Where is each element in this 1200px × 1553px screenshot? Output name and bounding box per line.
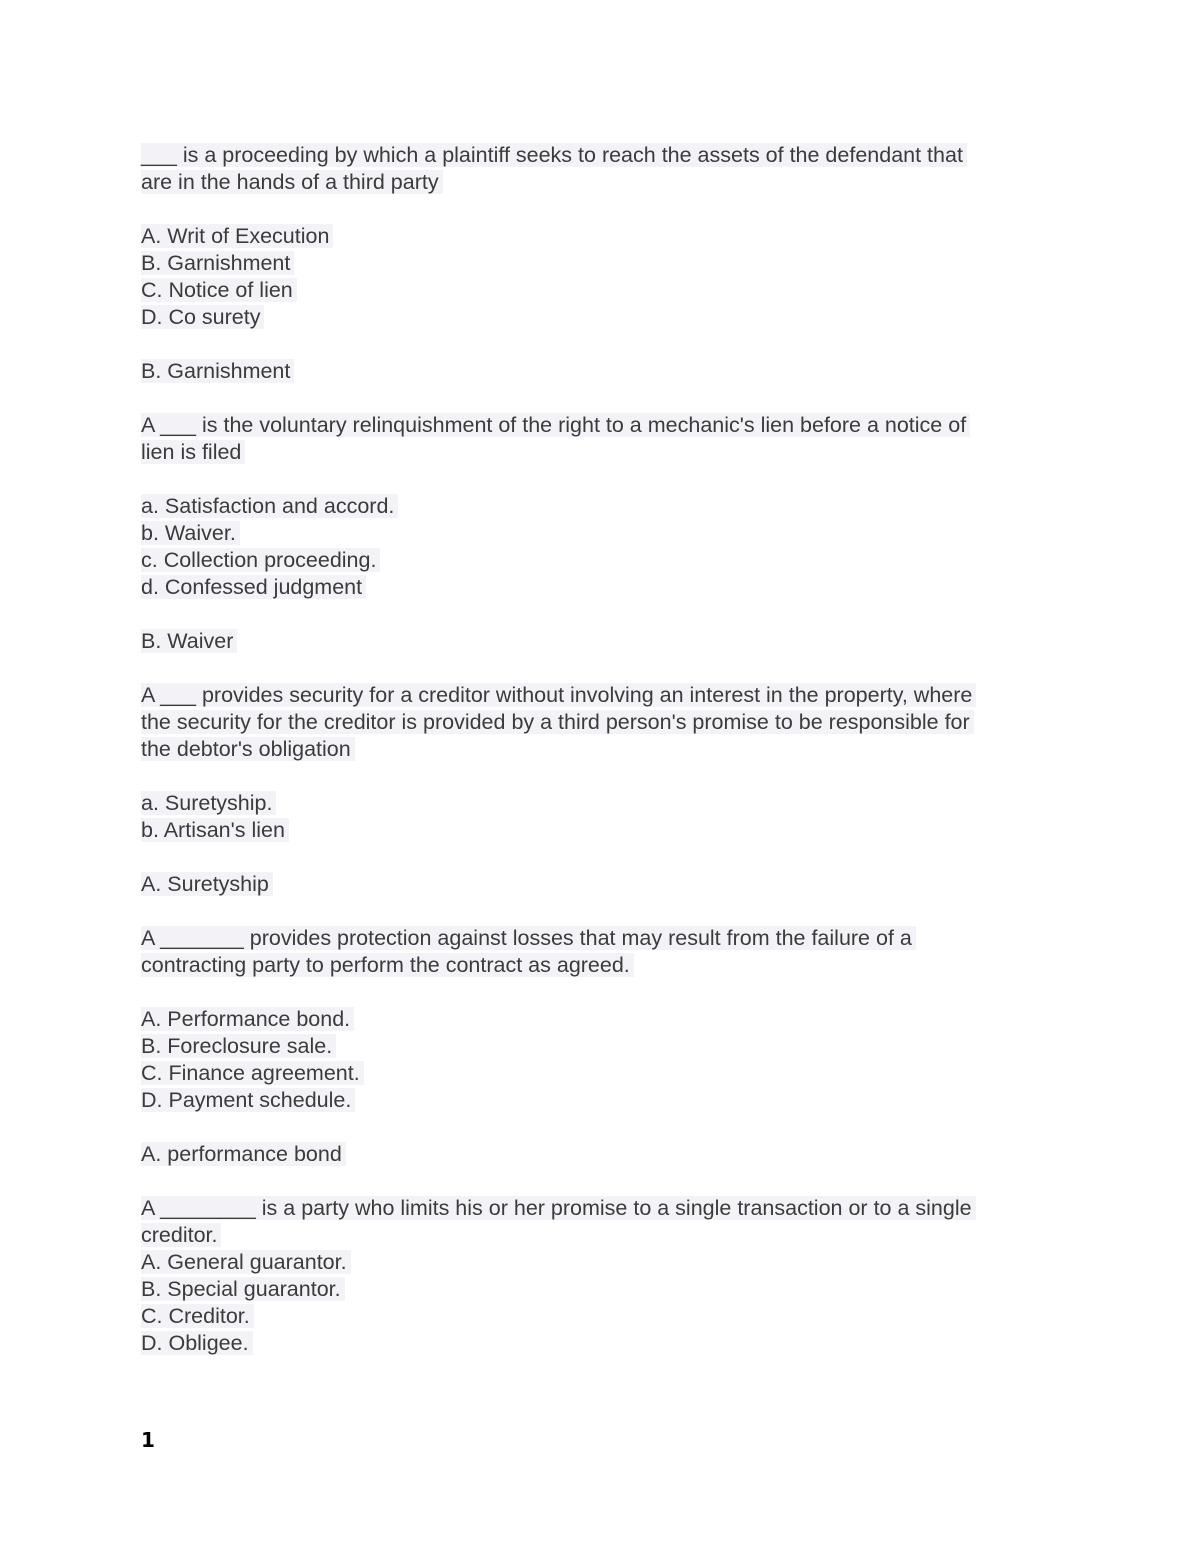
question-2-answer: B. Waiver [141,628,1071,655]
question-2 [141,412,1071,682]
question-5-option-a: A. General guarantor. [141,1249,1071,1276]
question-1 [141,142,1071,412]
question-1-option-c: C. Notice of lien [141,277,1071,304]
question-4 [141,925,1071,1195]
question-2-stem-line-2: lien is filed [141,439,1071,466]
question-4-option-d: D. Payment schedule. [141,1087,1071,1114]
question-1-stem-line-2: are in the hands of a third party [141,169,1071,196]
question-1-stem-line-1: ___ is a proceeding by which a plaintiff seeks to reach the assets of the defendant that [141,142,1071,169]
question-5-stem-line-2: creditor. [141,1222,1071,1249]
question-1-option-b: B. Garnishment [141,250,1071,277]
question-5-option-d: D. Obligee. [141,1330,1071,1357]
question-5-stem-line-1: A ________ is a party who limits his or her promise to a single transaction or to a single [141,1195,1071,1222]
question-3-answer: A. Suretyship [141,871,1071,898]
question-1-option-d: D. Co surety [141,304,1071,331]
question-3-option-a: a. Suretyship. [141,790,1071,817]
page-number: 1 [141,1428,155,1452]
question-4-option-a: A. Performance bond. [141,1006,1071,1033]
question-5-option-b: B. Special guarantor. [141,1276,1071,1303]
question-3-stem-line-1: A ___ provides security for a creditor without involving an interest in the property, where [141,682,1071,709]
question-3 [141,682,1071,925]
question-4-answer: A. performance bond [141,1141,1071,1168]
question-2-stem-line-1: A ___ is the voluntary relinquishment of the right to a mechanic's lien before a notice of [141,412,1071,439]
question-4-stem-line-1: A _______ provides protection against losses that may result from the failure of a [141,925,1071,952]
question-5 [141,1195,1071,1357]
question-1-option-a: A. Writ of Execution [141,223,1071,250]
question-2-option-c: c. Collection proceeding. [141,547,1071,574]
question-3-stem-line-3: the debtor's obligation [141,736,1071,763]
question-4-stem-line-2: contracting party to perform the contract as agreed. [141,952,1071,979]
question-4-option-b: B. Foreclosure sale. [141,1033,1071,1060]
page-content [141,142,1071,1357]
question-1-answer: B. Garnishment [141,358,1071,385]
question-4-option-c: C. Finance agreement. [141,1060,1071,1087]
question-3-stem-line-2: the security for the creditor is provided by a third person's promise to be responsible for [141,709,1071,736]
question-5-option-c: C. Creditor. [141,1303,1071,1330]
question-2-option-d: d. Confessed judgment [141,574,1071,601]
question-2-option-a: a. Satisfaction and accord. [141,493,1071,520]
question-2-option-b: b. Waiver. [141,520,1071,547]
question-3-option-b: b. Artisan's lien [141,817,1071,844]
